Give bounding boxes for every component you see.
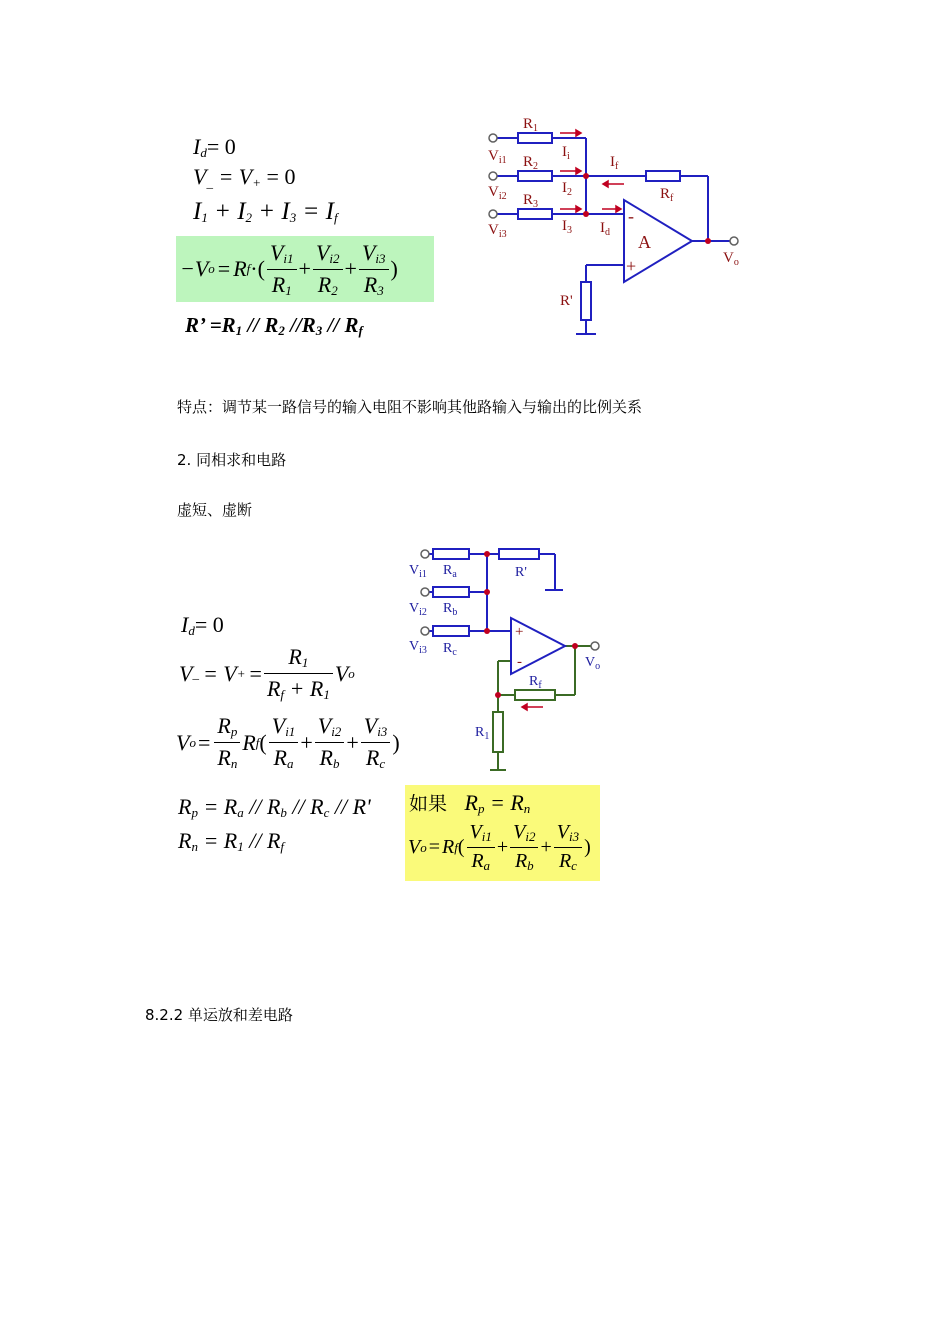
s2-frac-3: $\frac{V_{i3}}{R_c}$: [361, 713, 391, 772]
label-rprime: R': [560, 293, 573, 309]
s2-eq-id: $I_d= 0$: [181, 612, 224, 638]
s1-eq-currents: $I_1 + I_2 + I_3 = I_f$: [193, 198, 338, 225]
label-vi2: $V_{i2}$: [409, 601, 427, 618]
heading-single-opamp-diff: 8.2.2 单运放和差电路: [145, 1006, 293, 1024]
label-vi3: $V_{i3}$: [488, 222, 507, 240]
box-frac-2: $\frac{V_{i2}}{R_b}$: [510, 821, 538, 874]
s2-condition-line: 如果 $R_p = R_n$: [409, 790, 531, 816]
label-if: $I_f$: [610, 154, 619, 172]
s1-eq-rprime: R’ $=R_1 // R_2$ $//R_3 // R_f$: [185, 313, 363, 338]
s2-condition-box: [405, 785, 600, 881]
label-minus: -: [517, 654, 522, 670]
label-rf: $R_f$: [660, 186, 674, 204]
s2-eq-rn: $R_n = R_1 // R_f$: [178, 828, 285, 854]
label-r1: $R_1$: [523, 116, 539, 134]
label-rc: $R_c$: [443, 641, 457, 658]
s2-frac-r1-ratio: $\frac{R_1}{R_f + R_1}$: [264, 644, 333, 703]
s1-eq-id: $I_d= 0$: [193, 134, 236, 160]
label-r3: $R_3$: [523, 192, 539, 210]
box-frac-3: $\frac{V_{i3}}{R_c}$: [554, 821, 582, 874]
label-plus: +: [626, 256, 637, 276]
label-vi2: $V_{i2}$: [488, 184, 507, 202]
s2-frac-1: $\frac{V_{i1}}{R_a}$: [269, 713, 299, 772]
label-vi1: $V_{i1}$: [488, 148, 507, 166]
s2-eq-vplus: V _ = V + = $\frac{R_1}{R_f + R_1}$ V o: [179, 644, 355, 702]
s2-frac-2: $\frac{V_{i2}}{R_b}$: [315, 713, 345, 772]
box-frac-1: $\frac{V_{i1}}{R_a}$: [467, 821, 495, 874]
label-i3: $I_3$: [562, 218, 572, 236]
s1-eq-v: $V_{\_} = V_+ = 0$: [193, 164, 296, 190]
label-vo: $V_o$: [585, 655, 601, 672]
label-vi1: $V_{i1}$: [409, 563, 427, 580]
label-vi3: $V_{i3}$: [409, 639, 427, 656]
label-a: A: [638, 232, 651, 252]
s1-frac-1: $\frac{V_{i1}}{R_1}$: [267, 240, 297, 299]
virtual-short-open-text: 虚短、虚断: [177, 501, 253, 519]
label-id: $I_d$: [600, 220, 610, 238]
s1-frac-3: $\frac{V_{i3}}{R_3}$: [359, 240, 389, 299]
label-r2: $R_2$: [523, 154, 539, 172]
label-minus: -: [628, 206, 634, 226]
label-rb: $R_b$: [443, 601, 458, 618]
label-ra: $R_a$: [443, 563, 457, 580]
s2-frac-rp-rn: $\frac{R_p}{R_n}$: [214, 713, 240, 772]
s1-eq-vo-box: −V o = R f ·( $\frac{V_{i1}}{R_1}$ + $\frac{V_{i2}}{R_2}$ + $\frac{V_{i3}}{R_3}$ ): [176, 236, 434, 302]
s2-box-vo-eq: V o = R f ( $\frac{V_{i1}}{R_a}$ + $\frac{V_{i2}}{R_b}$ + $\frac{V_{i3}}{R_c}$ ): [408, 821, 591, 873]
heading-noninverting-summing: 2. 同相求和电路: [177, 451, 287, 469]
s1-frac-2: $\frac{V_{i2}}{R_2}$: [313, 240, 343, 299]
label-r1: $R_1$: [475, 725, 490, 742]
label-rf: $R_f$: [529, 674, 542, 691]
s2-eq-rp: $R_p = R_a // R_b // R_c // R'$: [178, 794, 371, 820]
feature-text: 特点：调节某一路信号的输入电阻不影响其他路输入与输出的比例关系: [177, 398, 643, 416]
label-ii: $I_i$: [562, 144, 570, 162]
label-rprime: R': [515, 565, 527, 580]
inverting-summing-circuit: [478, 112, 758, 344]
label-vo: $V_o$: [723, 250, 739, 268]
s2-eq-vo: V o = $\frac{R_p}{R_n}$ R f ( $\frac{V_{i1}}{R_a}$ + $\frac{V_{i2}}{R_b}$ + $\frac{V_{i3}}{R_c}$ ): [176, 713, 400, 771]
label-i2: $I_2$: [562, 180, 572, 198]
label-plus: +: [515, 624, 524, 640]
noninverting-summing-circuit: [403, 540, 613, 776]
